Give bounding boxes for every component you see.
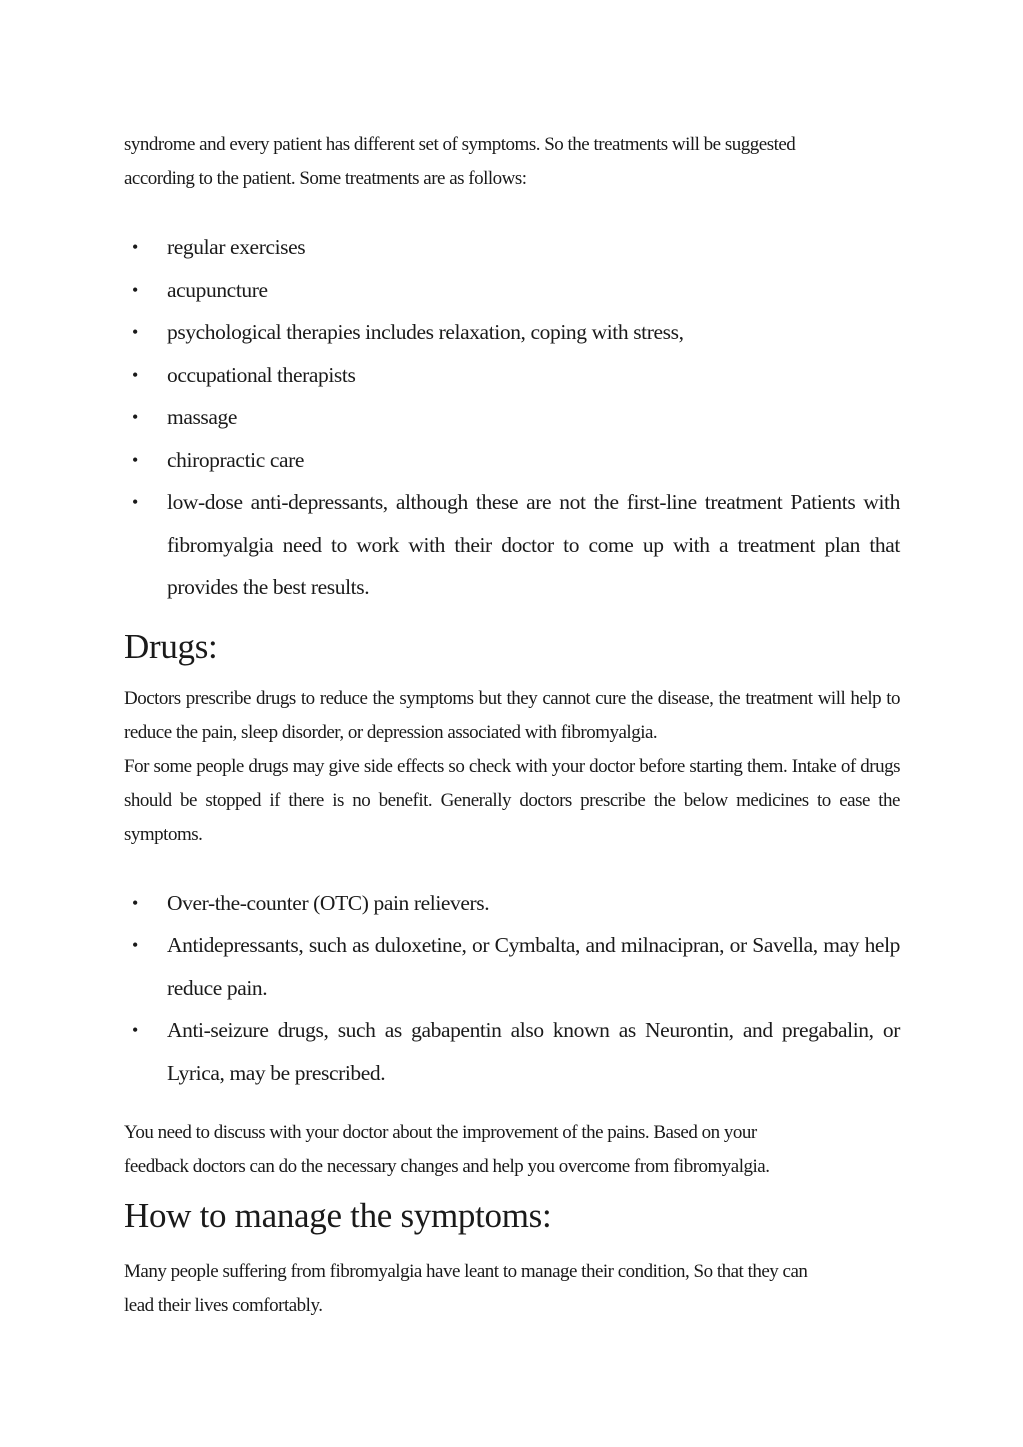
bullet-icon: • <box>132 407 138 427</box>
bullet-icon: • <box>132 364 138 385</box>
drugs-closing-paragraph <box>124 1116 900 1184</box>
intro-line-1: syndrome and every patient has different set of symptoms. So the treatments will be suggested <box>124 134 796 155</box>
manage-line-1: Many people suffering from fibromyalgia have leant to manage their condition, So that they can <box>124 1261 808 1282</box>
treatments-list <box>124 226 900 609</box>
drugs-list <box>124 882 900 1095</box>
drugs-para-2: For some people drugs may give side effects so check with your doctor before starting them. Intake of drugs should be stopped if there is no benefit. Generally doctors prescribe the below medicines to ease the symptoms. <box>124 755 900 845</box>
list-item: • Antidepressants, such as duloxetine, or Cymbalta, and milnacipran, or Savella, may help reduce pain. <box>124 924 900 1009</box>
manage-line-2: lead their lives comfortably. <box>124 1295 323 1316</box>
drugs-heading: Drugs: <box>124 626 218 666</box>
list-item: • chiropractic care <box>124 439 900 482</box>
list-item: • Over-the-counter (OTC) pain relievers. <box>124 882 900 925</box>
manage-heading: How to manage the symptoms: <box>124 1196 552 1235</box>
bullet-icon: • <box>132 237 138 257</box>
bullet-icon: • <box>132 322 138 342</box>
drugs-intro-paragraph <box>124 682 900 852</box>
document-page <box>124 128 900 1323</box>
intro-line-2: according to the patient. Some treatments are as follows: <box>124 168 527 189</box>
drugs-closing-line-2: feedback doctors can do the necessary changes and help you overcome from fibromyalgia. <box>124 1156 770 1177</box>
list-item: • regular exercises <box>124 226 900 269</box>
manage-paragraph <box>124 1255 900 1323</box>
bullet-icon: • <box>132 449 138 470</box>
list-item: • occupational therapists <box>124 354 900 397</box>
bullet-icon: • <box>132 279 138 300</box>
drugs-para-1: Doctors prescribe drugs to reduce the symptoms but they cannot cure the disease, the treatment will help to reduce the pain, sleep disorder, or depression associated with fibromyalgia. <box>124 687 900 743</box>
drugs-closing-line-1: You need to discuss with your doctor about the improvement of the pains. Based on your <box>124 1122 757 1143</box>
bullet-icon: • <box>132 1020 138 1040</box>
intro-paragraph <box>124 128 900 196</box>
bullet-icon: • <box>132 935 138 955</box>
list-item: • massage <box>124 396 900 439</box>
bullet-icon: • <box>132 892 138 913</box>
list-item: • Anti-seizure drugs, such as gabapentin also known as Neurontin, and pregabalin, or Lyrica, may be prescribed. <box>124 1009 900 1094</box>
list-item: • psychological therapies includes relaxation, coping with stress, <box>124 311 900 354</box>
bullet-icon: • <box>132 492 138 512</box>
list-item: • low-dose anti-depressants, although these are not the first-line treatment Patients with fibromyalgia need to work with their doctor to come up with a treatment plan that provides the best results. <box>124 481 900 609</box>
list-item: • acupuncture <box>124 269 900 312</box>
